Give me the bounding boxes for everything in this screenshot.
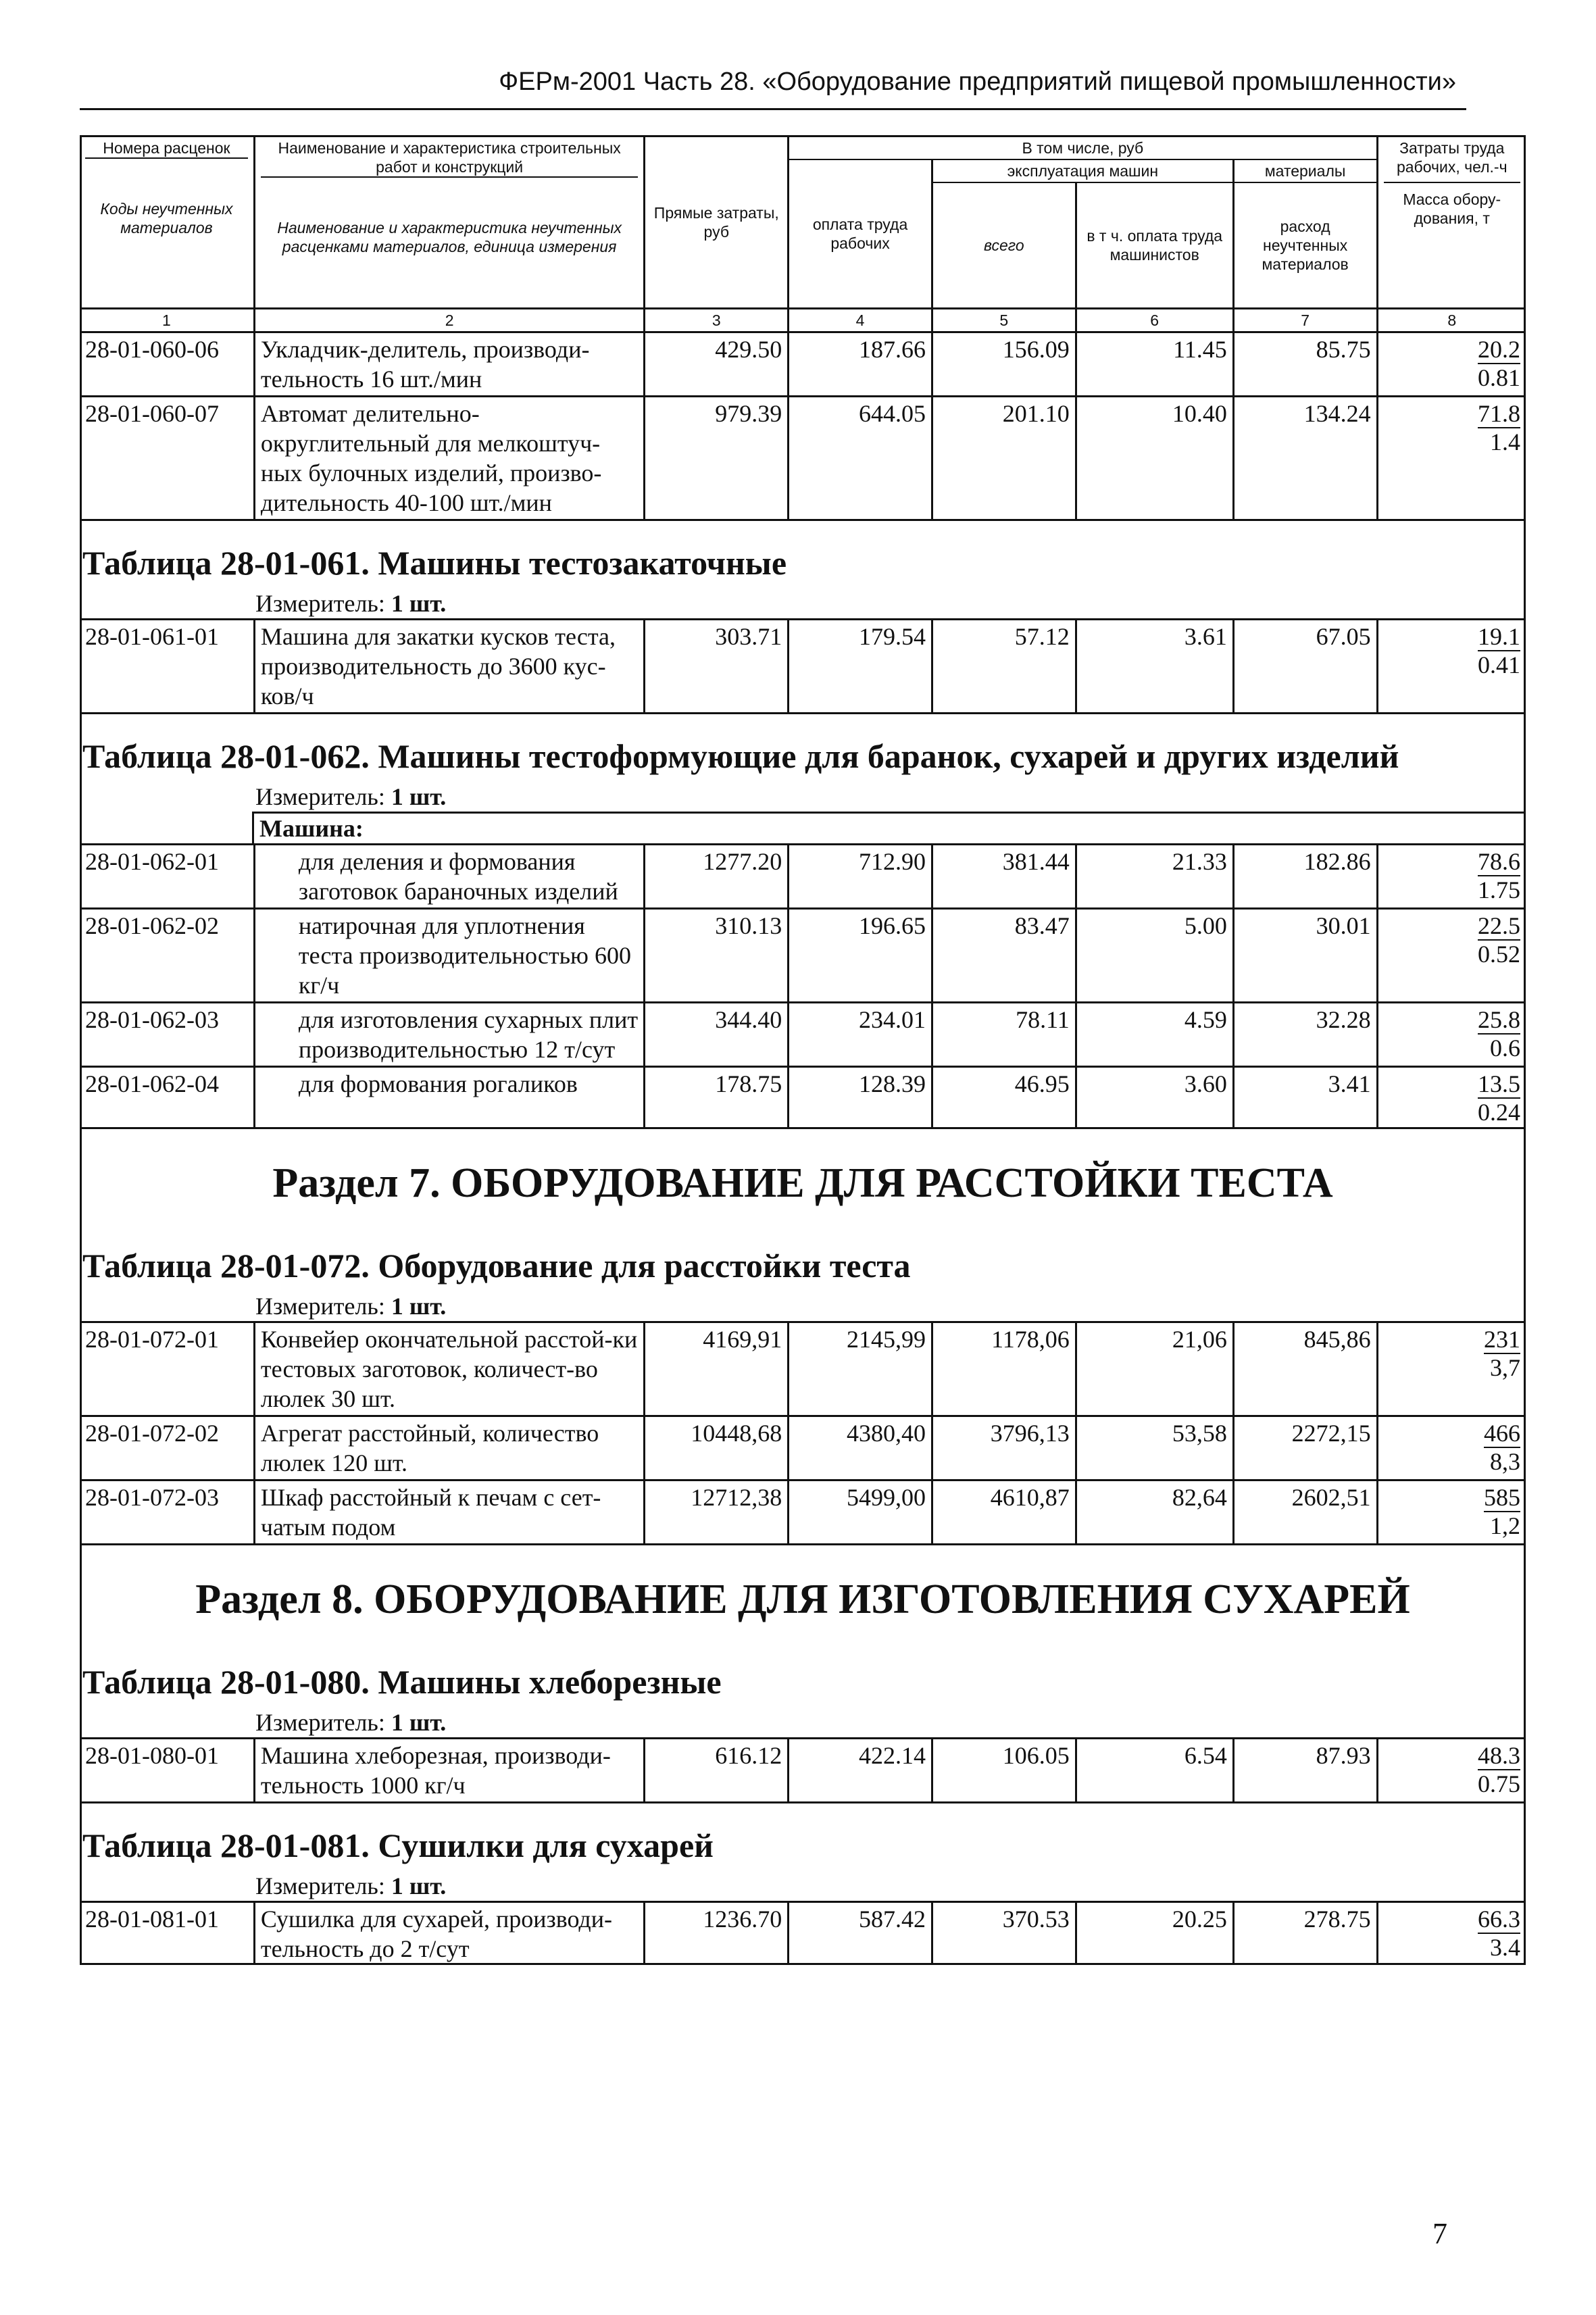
rate-code: 28-01-080-01: [80, 1739, 254, 1802]
material-costs: 182.86: [1233, 845, 1377, 909]
labor-hours: 48.3: [1478, 1742, 1520, 1769]
machine-costs: 78.11: [932, 1003, 1076, 1067]
operator-wages: 3.61: [1076, 620, 1233, 713]
rate-code: 28-01-060-06: [80, 332, 254, 397]
colnum-7: 7: [1233, 309, 1377, 332]
rate-code: 28-01-062-02: [80, 909, 254, 1003]
material-costs: 278.75: [1233, 1902, 1377, 1966]
direct-costs: 4169,91: [645, 1322, 789, 1416]
equipment-mass: 1.75: [1478, 876, 1520, 903]
equipment-mass: 3,7: [1490, 1354, 1520, 1381]
machine-costs: 3796,13: [932, 1416, 1076, 1480]
direct-costs: 10448,68: [645, 1416, 789, 1480]
work-name: Шкаф расстойный к печам с сет-чатым подом: [254, 1480, 645, 1544]
unit-value: 1 шт.: [391, 1293, 447, 1320]
direct-costs: 303.71: [645, 620, 789, 713]
head-c2-top: Наименование и характеристика строительных работ и конструкций: [261, 139, 639, 178]
labor-hours: 78.6: [1478, 848, 1520, 875]
equipment-mass: 0.6: [1490, 1035, 1520, 1062]
direct-costs: 310.13: [645, 909, 789, 1003]
equipment-mass: 1,2: [1490, 1512, 1520, 1539]
rate-code: 28-01-072-01: [80, 1322, 254, 1416]
material-costs: 32.28: [1233, 1003, 1377, 1067]
rate-code: 28-01-072-03: [80, 1480, 254, 1544]
labor-hours: 585: [1484, 1484, 1520, 1511]
equipment-mass: 1.4: [1490, 428, 1520, 455]
worker-wages: 179.54: [789, 620, 932, 713]
machine-costs: 201.10: [932, 397, 1076, 520]
direct-costs: 344.40: [645, 1003, 789, 1067]
material-costs: 30.01: [1233, 909, 1377, 1003]
direct-costs: 429.50: [645, 332, 789, 397]
t062-subheader: Машина:: [252, 812, 1526, 843]
operator-wages: 20.25: [1076, 1902, 1233, 1966]
head-machines-total: всего: [983, 237, 1024, 254]
rates-table-frame: [80, 135, 1526, 1965]
colnum-5: 5: [932, 309, 1076, 332]
head-operator-wages: в т ч. оплата труда машинистов: [1087, 227, 1223, 264]
unit-value: 1 шт.: [391, 1709, 447, 1736]
material-costs: 845,86: [1233, 1322, 1377, 1416]
head-machines: эксплуатация машин: [1007, 162, 1159, 180]
worker-wages: 196.65: [789, 909, 932, 1003]
colnum-4: 4: [789, 309, 932, 332]
unit-label: Измеритель:: [255, 1293, 385, 1320]
t062-title: Таблица 28-01-062. Машины тестоформующие для баранок, сухарей и других изделий: [82, 737, 1399, 775]
machine-costs: 83.47: [932, 909, 1076, 1003]
machine-costs: 1178,06: [932, 1322, 1076, 1416]
colnum-6: 6: [1076, 309, 1233, 332]
operator-wages: 10.40: [1076, 397, 1233, 520]
section-7-heading: Раздел 7. ОБОРУДОВАНИЕ ДЛЯ РАССТОЙКИ ТЕСТА: [272, 1160, 1333, 1206]
head-wages: оплата труда рабочих: [812, 216, 908, 252]
equipment-mass: 3.4: [1490, 1934, 1520, 1961]
head-including: В том числе, руб: [1022, 139, 1144, 157]
worker-wages: 587.42: [789, 1902, 932, 1966]
rate-code: 28-01-062-03: [80, 1003, 254, 1067]
direct-costs: 178.75: [645, 1067, 789, 1128]
unit-value: 1 шт.: [391, 783, 447, 810]
worker-wages: 5499,00: [789, 1480, 932, 1544]
head-c2-bottom: Наименование и характеристика неучтенных расценками материалов, единица измерения: [277, 219, 622, 255]
worker-wages: 644.05: [789, 397, 932, 520]
unit-label: Измеритель:: [255, 1872, 385, 1899]
equipment-mass: 8,3: [1490, 1448, 1520, 1475]
colnum-1: 1: [80, 309, 254, 332]
head-mass: Масса обору-дования, т: [1403, 191, 1501, 227]
work-name: для изготовления сухарных плит производительностью 12 т/сут: [254, 1003, 645, 1067]
t081-title: Таблица 28-01-081. Сушилки для сухарей: [82, 1826, 714, 1864]
worker-wages: 234.01: [789, 1003, 932, 1067]
t072-title: Таблица 28-01-072. Оборудование для расстойки теста: [82, 1247, 911, 1285]
operator-wages: 3.60: [1076, 1067, 1233, 1128]
t061-title: Таблица 28-01-061. Машины тестозакаточные: [82, 544, 787, 582]
header-rule: [80, 108, 1466, 110]
head-c1-top: Номера расценок: [85, 139, 248, 159]
rate-code: 28-01-061-01: [80, 620, 254, 713]
direct-costs: 1236.70: [645, 1902, 789, 1966]
unit-label: Измеритель:: [255, 783, 385, 810]
worker-wages: 4380,40: [789, 1416, 932, 1480]
direct-costs: 979.39: [645, 397, 789, 520]
material-costs: 67.05: [1233, 620, 1377, 713]
material-costs: 134.24: [1233, 397, 1377, 520]
material-costs: 85.75: [1233, 332, 1377, 397]
colnum-3: 3: [645, 309, 789, 332]
equipment-mass: 0.52: [1478, 941, 1520, 968]
operator-wages: 6.54: [1076, 1739, 1233, 1802]
labor-hours: 66.3: [1478, 1906, 1520, 1933]
labor-hours: 25.8: [1478, 1006, 1520, 1033]
machine-costs: 106.05: [932, 1739, 1076, 1802]
labor-hours: 20.2: [1478, 336, 1520, 363]
work-name: для деления и формования заготовок бараночных изделий: [254, 845, 645, 909]
labor-hours: 71.8: [1478, 400, 1520, 427]
direct-costs: 12712,38: [645, 1480, 789, 1544]
work-name: Автомат делительно-округлительный для мелкоштуч-ных булочных изделий, произво-дительность 40-100 шт./мин: [254, 397, 645, 520]
worker-wages: 422.14: [789, 1739, 932, 1802]
work-name: Сушилка для сухарей, производи-тельность до 2 т/сут: [254, 1902, 645, 1966]
equipment-mass: 0.41: [1478, 651, 1520, 678]
direct-costs: 616.12: [645, 1739, 789, 1802]
unit-value: 1 шт.: [391, 590, 447, 617]
labor-hours: 13.5: [1478, 1070, 1520, 1097]
head-labor: Затраты труда рабочих, чел.-ч: [1384, 139, 1520, 183]
running-header: ФЕРм-2001 Часть 28. «Оборудование предприятий пищевой промышленности»: [499, 68, 1456, 96]
equipment-mass: 0.75: [1478, 1770, 1520, 1797]
operator-wages: 21.33: [1076, 845, 1233, 909]
machine-costs: 156.09: [932, 332, 1076, 397]
worker-wages: 712.90: [789, 845, 932, 909]
worker-wages: 187.66: [789, 332, 932, 397]
material-costs: 3.41: [1233, 1067, 1377, 1128]
equipment-mass: 0.24: [1478, 1099, 1520, 1126]
material-costs: 2272,15: [1233, 1416, 1377, 1480]
machine-costs: 370.53: [932, 1902, 1076, 1966]
operator-wages: 5.00: [1076, 909, 1233, 1003]
rate-code: 28-01-072-02: [80, 1416, 254, 1480]
work-name: Укладчик-делитель, производи-тельность 16 шт./мин: [254, 332, 645, 397]
head-c1-bottom: Коды неучтенных материалов: [100, 200, 233, 237]
unit-label: Измеритель:: [255, 1709, 385, 1736]
work-name: натирочная для уплотнения теста производительностью 600 кг/ч: [254, 909, 645, 1003]
head-material-consumption: расход неучтенных материалов: [1262, 218, 1349, 273]
rate-code: 28-01-062-04: [80, 1067, 254, 1128]
direct-costs: 1277.20: [645, 845, 789, 909]
operator-wages: 53,58: [1076, 1416, 1233, 1480]
unit-value: 1 шт.: [391, 1872, 447, 1899]
rate-code: 28-01-081-01: [80, 1902, 254, 1966]
labor-hours: 231: [1484, 1326, 1520, 1353]
unit-label: Измеритель:: [255, 590, 385, 617]
machine-costs: 46.95: [932, 1067, 1076, 1128]
rate-code: 28-01-062-01: [80, 845, 254, 909]
colnum-8: 8: [1377, 309, 1526, 332]
operator-wages: 4.59: [1076, 1003, 1233, 1067]
t080-title: Таблица 28-01-080. Машины хлеборезные: [82, 1663, 722, 1701]
operator-wages: 21,06: [1076, 1322, 1233, 1416]
work-name: Машина хлеборезная, производи-тельность 1000 кг/ч: [254, 1739, 645, 1802]
work-name: для формования рогаликов: [254, 1067, 645, 1128]
worker-wages: 2145,99: [789, 1322, 932, 1416]
labor-hours: 22.5: [1478, 912, 1520, 939]
operator-wages: 11.45: [1076, 332, 1233, 397]
page-number: 7: [1432, 2217, 1447, 2250]
labor-hours: 19.1: [1478, 623, 1520, 650]
worker-wages: 128.39: [789, 1067, 932, 1128]
colnum-2: 2: [254, 309, 645, 332]
work-name: Агрегат расстойный, количество люлек 120 шт.: [254, 1416, 645, 1480]
labor-hours: 466: [1484, 1420, 1520, 1447]
equipment-mass: 0.81: [1478, 364, 1520, 391]
machine-costs: 4610,87: [932, 1480, 1076, 1544]
operator-wages: 82,64: [1076, 1480, 1233, 1544]
head-direct-costs: Прямые затраты, руб: [653, 204, 779, 241]
material-costs: 87.93: [1233, 1739, 1377, 1802]
section-8-heading: Раздел 8. ОБОРУДОВАНИЕ ДЛЯ ИЗГОТОВЛЕНИЯ СУХАРЕЙ: [195, 1576, 1410, 1622]
work-name: Конвейер окончательной расстой-ки тестовых заготовок, количест-во люлек 30 шт.: [254, 1322, 645, 1416]
machine-costs: 381.44: [932, 845, 1076, 909]
work-name: Машина для закатки кусков теста, производительность до 3600 кус-ков/ч: [254, 620, 645, 713]
material-costs: 2602,51: [1233, 1480, 1377, 1544]
rate-code: 28-01-060-07: [80, 397, 254, 520]
head-materials: материалы: [1264, 162, 1346, 180]
machine-costs: 57.12: [932, 620, 1076, 713]
